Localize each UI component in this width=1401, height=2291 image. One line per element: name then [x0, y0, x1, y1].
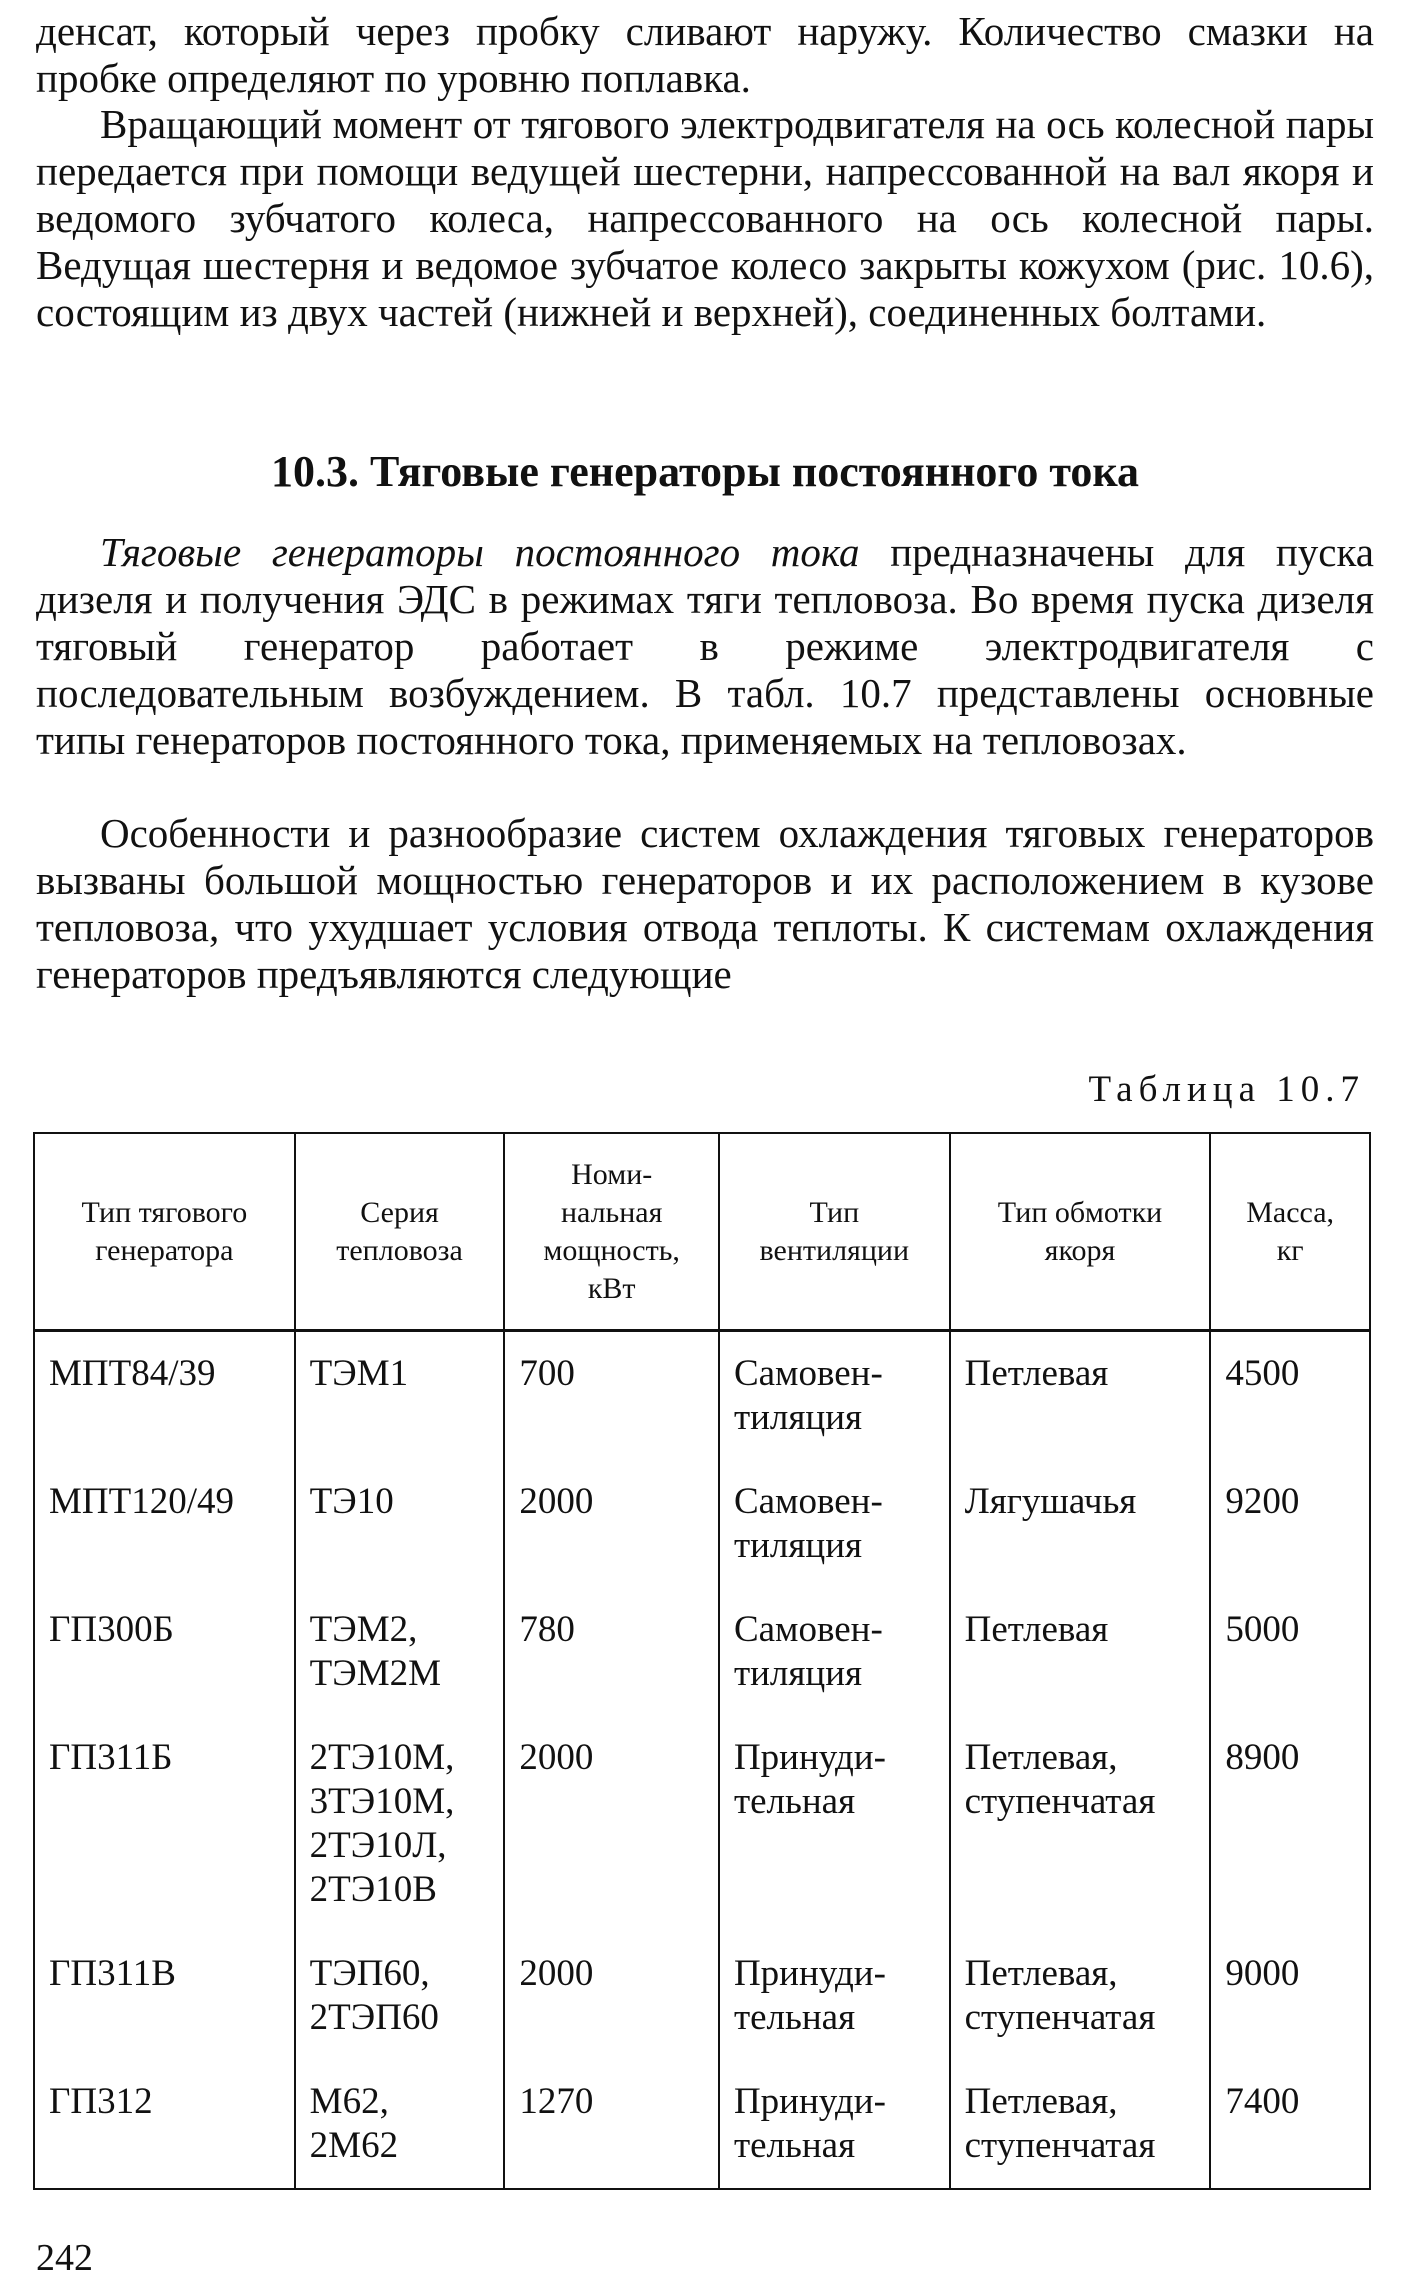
- cell-ventilation-type: Самовен- тиляция: [719, 1460, 950, 1588]
- cell-mass: 4500: [1210, 1331, 1370, 1461]
- table-row: [34, 2060, 1370, 2189]
- header-rated-power: Номи- нальная мощность, кВт: [504, 1133, 719, 1331]
- cell-generator-type: ГП300Б: [34, 1588, 295, 1716]
- cell-mass: 7400: [1210, 2060, 1370, 2189]
- cell-rated-power: 2000: [504, 1716, 719, 1932]
- paragraph-generators: [36, 529, 1374, 764]
- cell-generator-type: ГП311Б: [34, 1716, 295, 1932]
- cell-mass: 8900: [1210, 1716, 1370, 1932]
- cell-ventilation-type: Принуди- тельная: [719, 1932, 950, 2060]
- cell-winding-type: Петлевая: [950, 1331, 1211, 1461]
- header-locomotive-series: Серия тепловоза: [295, 1133, 505, 1331]
- table-row: [34, 1932, 1370, 2060]
- cell-winding-type: Петлевая, ступенчатая: [950, 1932, 1211, 2060]
- cell-locomotive-series: ТЭМ1: [295, 1331, 505, 1461]
- cell-winding-type: Петлевая, ступенчатая: [950, 1716, 1211, 1932]
- cell-rated-power: 1270: [504, 2060, 719, 2189]
- table-row: [34, 1331, 1370, 1461]
- table-row: [34, 1460, 1370, 1588]
- generators-description: предназначены для пуска дизеля и получения ЭДС в режимах тяги тепловоза. Во время пуска дизеля тяговый генератор работает в режиме электродвигателя с последовательным возбуждением. В табл. 10.7 представлены основные типы генераторов постоянного тока, применяемых на тепловозах.: [36, 529, 1374, 763]
- cell-ventilation-type: Принуди- тельная: [719, 1716, 950, 1932]
- header-mass: Масса, кг: [1210, 1133, 1370, 1331]
- cell-rated-power: 2000: [504, 1460, 719, 1588]
- cell-winding-type: Лягушачья: [950, 1460, 1211, 1588]
- table-caption: Таблица 10.7: [1088, 1069, 1365, 1110]
- table-header-row: [34, 1133, 1370, 1331]
- cell-ventilation-type: Принуди- тельная: [719, 2060, 950, 2189]
- cell-generator-type: ГП311В: [34, 1932, 295, 2060]
- section-heading: 10.3. Тяговые генераторы постоянного тока: [270, 447, 1140, 496]
- cell-rated-power: 780: [504, 1588, 719, 1716]
- header-ventilation-type: Тип вентиляции: [719, 1133, 950, 1331]
- cell-mass: 5000: [1210, 1588, 1370, 1716]
- cell-rated-power: 2000: [504, 1932, 719, 2060]
- table-row: [34, 1716, 1370, 1932]
- generators-table: [33, 1132, 1371, 2190]
- cell-generator-type: МПТ84/39: [34, 1331, 295, 1461]
- header-winding-type: Тип обмотки якоря: [950, 1133, 1211, 1331]
- paragraph-torque: Вращающий момент от тягового электродвигателя на ось колесной пары передается при помощи ведущей шестерни, напрессованной на вал якоря и ведомого зубчатого колеса, напрессованного на ось колесной пары. Ведущая шестерня и ведомое зубчатое колесо закрыты кожухом (рис. 10.6), состоящим из двух частей (нижней и верхней), соединенных болтами.: [36, 101, 1374, 335]
- cell-ventilation-type: Самовен- тиляция: [719, 1331, 950, 1461]
- table-row: [34, 1588, 1370, 1716]
- cell-mass: 9200: [1210, 1460, 1370, 1588]
- cell-generator-type: ГП312: [34, 2060, 295, 2189]
- generators-term: Тяговые генераторы постоянного тока: [100, 529, 860, 575]
- cell-locomotive-series: М62, 2М62: [295, 2060, 505, 2189]
- cell-generator-type: МПТ120/49: [34, 1460, 295, 1588]
- cell-winding-type: Петлевая: [950, 1588, 1211, 1716]
- cell-ventilation-type: Самовен- тиляция: [719, 1588, 950, 1716]
- cell-locomotive-series: ТЭП60, 2ТЭП60: [295, 1932, 505, 2060]
- header-generator-type: Тип тягового генератора: [34, 1133, 295, 1331]
- paragraph-cooling: Особенности и разнообразие систем охлаждения тяговых генераторов вызваны большой мощностью генераторов и их расположением в кузове тепловоза, что ухудшает условия отвода теплоты. К системам охлаждения генераторов предъявляются следующие: [36, 810, 1374, 997]
- cell-mass: 9000: [1210, 1932, 1370, 2060]
- cell-winding-type: Петлевая, ступенчатая: [950, 2060, 1211, 2189]
- page-number: 242: [36, 2237, 93, 2279]
- paragraph-top: денсат, который через пробку сливают наружу. Количество смазки на пробке определяют по уровню поплавка.: [36, 8, 1374, 101]
- cell-locomotive-series: ТЭ10: [295, 1460, 505, 1588]
- cell-locomotive-series: ТЭМ2, ТЭМ2М: [295, 1588, 505, 1716]
- cell-locomotive-series: 2ТЭ10М, 3ТЭ10М, 2ТЭ10Л, 2ТЭ10В: [295, 1716, 505, 1932]
- cell-rated-power: 700: [504, 1331, 719, 1461]
